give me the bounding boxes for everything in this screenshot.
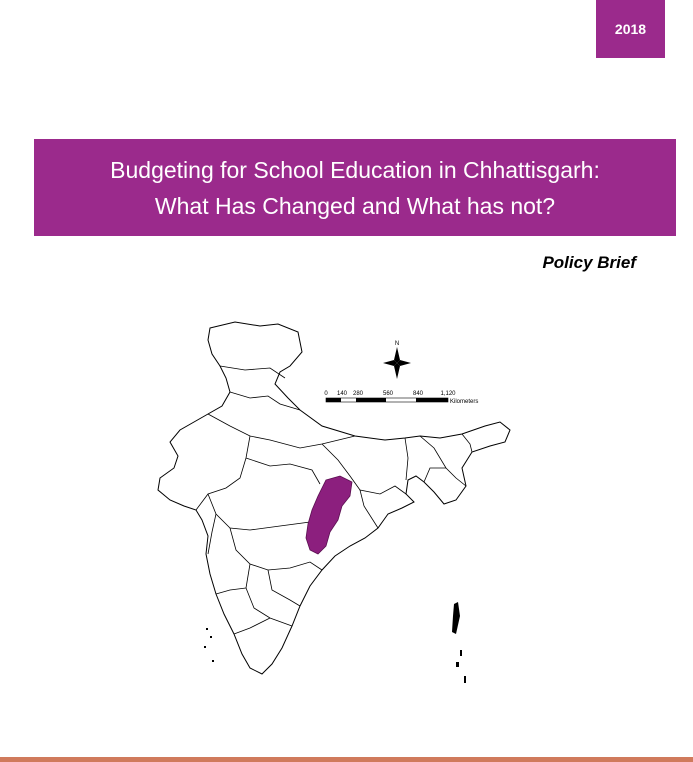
lakshadweep-islands	[204, 628, 214, 662]
india-map	[150, 318, 520, 696]
policy-brief-label: Policy Brief	[542, 253, 636, 272]
scale-tick-1: 140	[336, 391, 348, 397]
scale-tick-0: 0	[324, 391, 328, 397]
scale-bar	[324, 391, 478, 405]
year-label: 2018	[614, 21, 647, 37]
north-label: N	[394, 341, 400, 347]
scale-tick-2: 280	[352, 391, 364, 397]
scale-unit: Kilometers	[450, 399, 479, 405]
title-line-2: What Has Changed and What has not?	[154, 192, 556, 219]
scale-tick-3: 560	[382, 391, 394, 397]
andaman-nicobar-islands	[452, 602, 466, 683]
year-badge	[596, 0, 665, 58]
title-line-1: Budgeting for School Education in Chhattisgarh:	[110, 156, 600, 183]
north-arrow-icon	[383, 341, 411, 379]
bottom-rule	[0, 757, 693, 762]
scale-tick-5: 1,120	[440, 391, 456, 397]
scale-tick-4: 840	[412, 391, 424, 397]
title-banner	[34, 139, 676, 236]
